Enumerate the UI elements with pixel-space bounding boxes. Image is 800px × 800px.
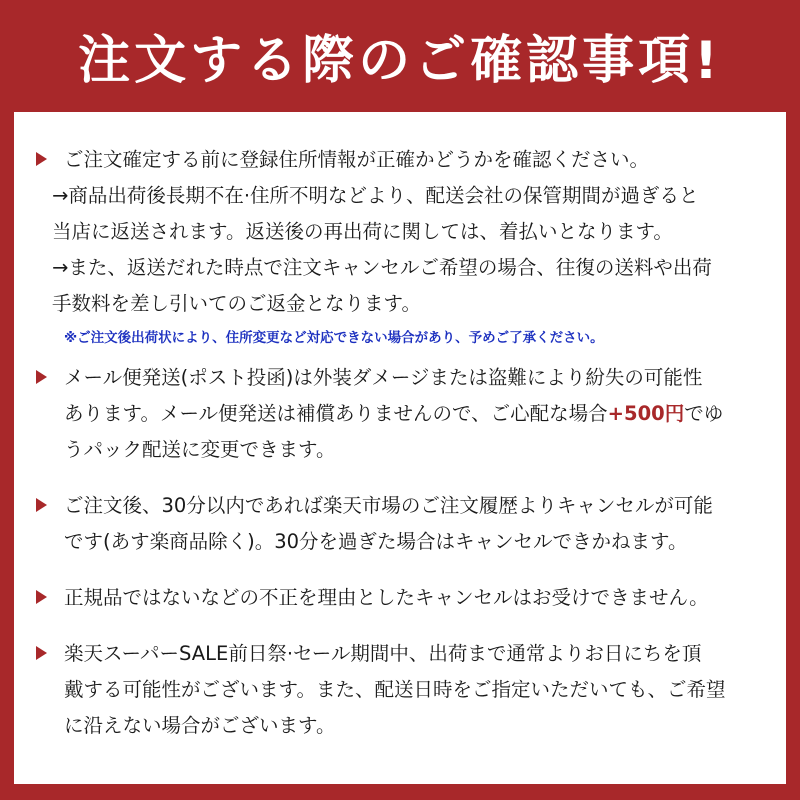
- notice-line: うパック配送に変更できます。: [64, 438, 336, 461]
- triangle-bullet-icon: [36, 498, 47, 512]
- notice-line: 正規品ではないなどの不正を理由としたキャンセルはお受けできません。: [64, 586, 709, 609]
- notice-line: ご注文後、30分以内であれば楽天市場のご注文履歴よりキャンセルが可能: [64, 494, 713, 517]
- notice-line: →商品出荷後長期不在·住所不明などより、配送会社の保管期間が過ぎると: [52, 184, 699, 207]
- content-panel: [14, 112, 786, 784]
- notice-line: 楽天スーパーSALE前日祭·セール期間中、出荷まで通常よりお日にちを頂: [64, 642, 702, 665]
- header-banner: [0, 0, 800, 110]
- notice-line: です(あす楽商品除く)。30分を過ぎた場合はキャンセルできかねます。: [64, 530, 688, 553]
- triangle-bullet-icon: [36, 152, 47, 166]
- price-highlight: +500円: [607, 402, 685, 425]
- notice-item-mail: [28, 360, 772, 488]
- notice-line: に沿えない場合がございます。: [64, 714, 336, 737]
- notice-line: メール便発送(ポスト投函)は外装ダメージまたは盗難により紛失の可能性: [64, 366, 703, 389]
- triangle-bullet-icon: [36, 590, 47, 604]
- notice-line: 当店に返送されます。返送後の再出荷に関しては、着払いとなります。: [52, 220, 673, 243]
- notice-item-sale: [28, 636, 772, 744]
- notice-line: ご注文確定する前に登録住所情報が正確かどうかを確認ください。: [64, 148, 650, 171]
- notice-text: あります。メール便発送は補償ありませんので、ご心配な場合: [64, 402, 608, 425]
- notice-line: [64, 396, 772, 432]
- notice-item-cancel: [28, 488, 772, 580]
- notice-item-address: [28, 142, 772, 360]
- notice-line: 戴する可能性がございます。また、配送日時をご指定いただいても、ご希望: [64, 678, 726, 701]
- notice-item-authentic: [28, 580, 772, 636]
- triangle-bullet-icon: [36, 370, 47, 384]
- page-title: 注文する際のご確認事項!: [78, 30, 722, 91]
- notice-line: →また、返送だれた時点で注文キャンセルご希望の場合、往復の送料や出荷: [52, 256, 712, 279]
- triangle-bullet-icon: [36, 646, 47, 660]
- notice-line: 手数料を差し引いてのご返金となります。: [52, 292, 421, 315]
- notice-text: でゆ: [684, 402, 724, 425]
- notice-note: ※ご注文後出荷状により、住所変更など対応できない場合があり、予めご了承ください。: [64, 330, 604, 346]
